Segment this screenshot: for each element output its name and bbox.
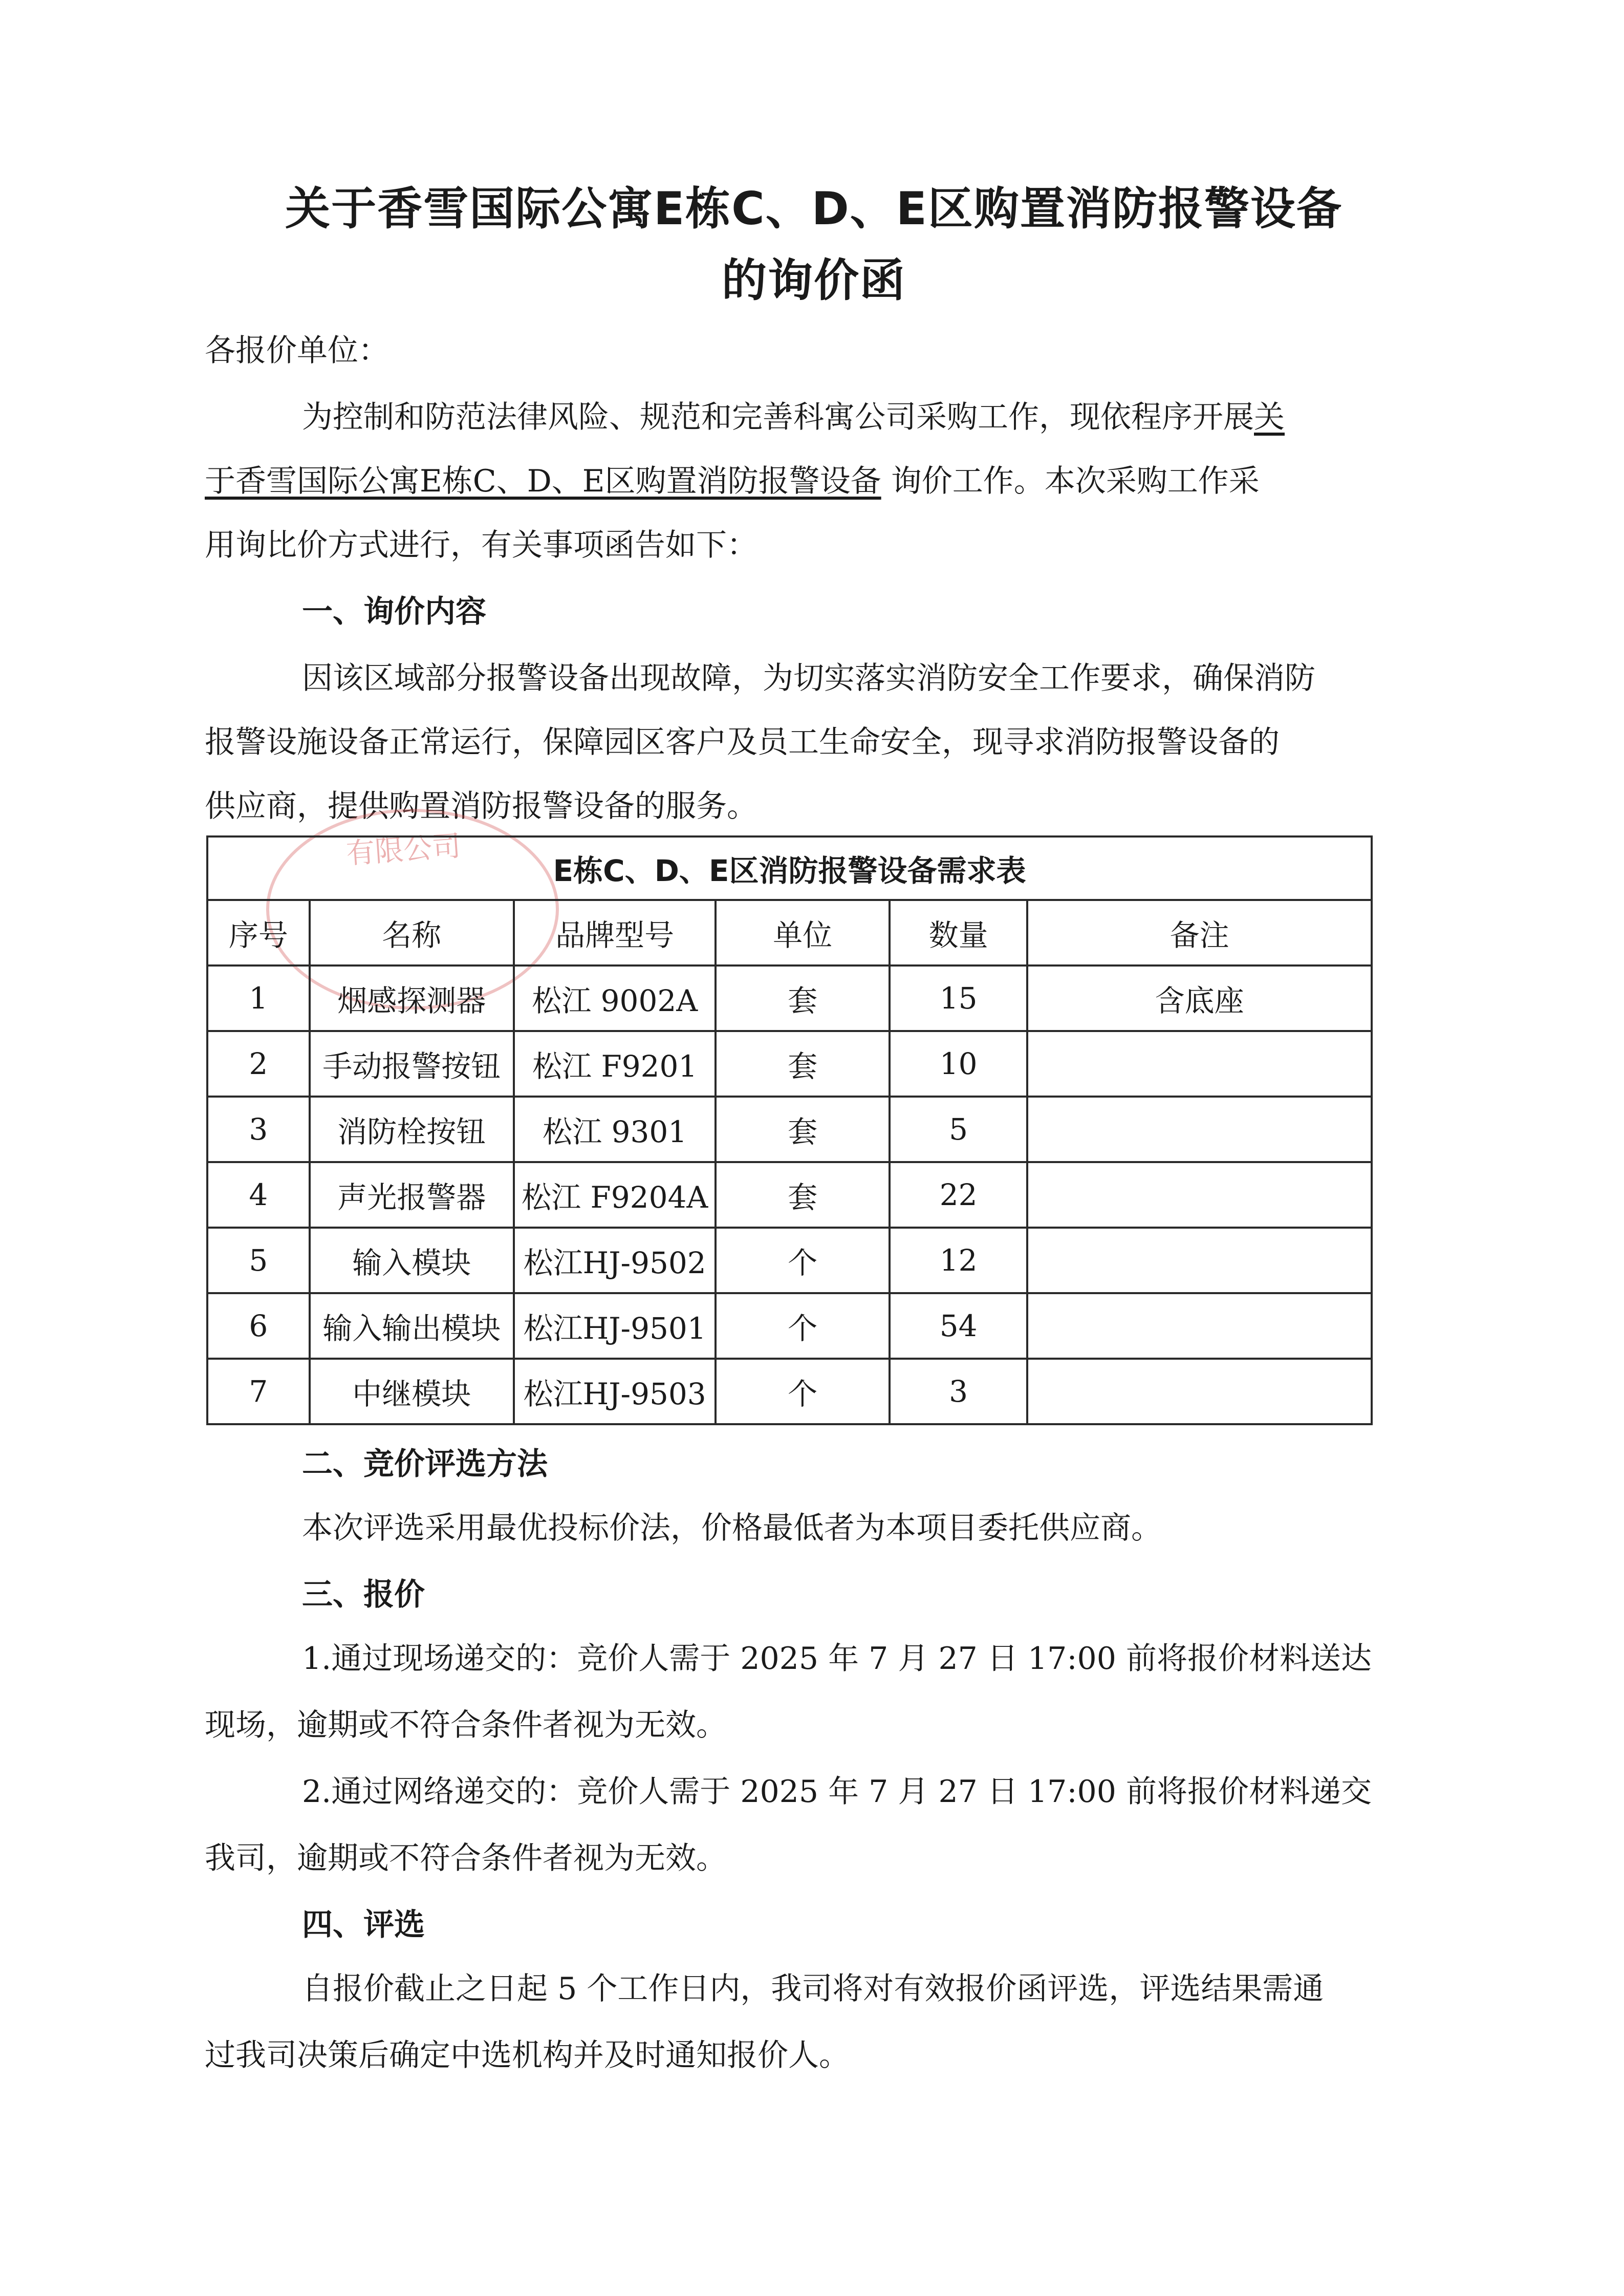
cell-unit: 套 [716, 1031, 889, 1097]
cell-unit: 个 [716, 1228, 889, 1293]
cell-remarks [1027, 1162, 1372, 1228]
cell-model: 松江 9301 [514, 1097, 716, 1162]
cell-remarks [1027, 1031, 1372, 1097]
cell-index: 3 [207, 1097, 310, 1162]
header-unit: 单位 [716, 900, 889, 965]
cell-model: 松江HJ-9502 [514, 1228, 716, 1293]
section3-item1-line-1: 1.通过现场递交的：竞价人需于 2025 年 7 月 27 日 17:00 前将报价材料送达 [302, 1641, 1372, 1677]
cell-quantity: 3 [890, 1359, 1028, 1424]
section4-heading: 四、评选 [302, 1907, 425, 1943]
cell-name: 输入输出模块 [310, 1293, 514, 1359]
cell-index: 5 [207, 1228, 310, 1293]
cell-model: 松江 9002A [514, 965, 716, 1031]
section3-item2-line-2: 我司，逾期或不符合条件者视为无效。 [205, 1840, 727, 1876]
intro-project-link-start: 关 [1254, 399, 1285, 435]
header-model: 品牌型号 [514, 900, 716, 965]
cell-quantity: 10 [890, 1031, 1028, 1097]
table-row [207, 1097, 1372, 1162]
section3-heading: 三、报价 [302, 1577, 425, 1613]
header-index: 序号 [207, 900, 310, 965]
intro-line-2 [205, 461, 1260, 502]
cell-remarks [1027, 1293, 1372, 1359]
table-row [207, 1293, 1372, 1359]
seal-lettering: 有限公司 [345, 829, 462, 871]
cell-model: 松江 F9201 [514, 1031, 716, 1097]
table-row [207, 965, 1372, 1031]
cell-unit: 套 [716, 1162, 889, 1228]
header-remarks: 备注 [1027, 900, 1372, 965]
cell-remarks [1027, 1097, 1372, 1162]
cell-unit: 个 [716, 1359, 889, 1424]
table-row [207, 1162, 1372, 1228]
cell-remarks [1027, 1359, 1372, 1424]
cell-remarks: 含底座 [1027, 965, 1372, 1031]
cell-quantity: 5 [890, 1097, 1028, 1162]
cell-model: 松江HJ-9503 [514, 1359, 716, 1424]
section2-heading: 二、竞价评选方法 [302, 1446, 548, 1482]
cell-name: 消防栓按钮 [310, 1097, 514, 1162]
cell-name: 烟感探测器 [310, 965, 514, 1031]
section1-line-2: 报警设施设备正常运行，保障园区客户及员工生命安全，现寻求消防报警设备的 [205, 724, 1280, 760]
section3-item2-line-1: 2.通过网络递交的：竞价人需于 2025 年 7 月 27 日 17:00 前将报价材料递交 [302, 1774, 1372, 1810]
header-name: 名称 [310, 900, 514, 965]
section2-line-1: 本次评选采用最优投标价法，价格最低者为本项目委托供应商。 [302, 1510, 1162, 1546]
intro-project-name: 于香雪国际公寓E栋C、D、E区购置消防报警设备 [205, 463, 881, 499]
cell-name: 手动报警按钮 [310, 1031, 514, 1097]
intro-line-1 [302, 397, 1285, 438]
section3-item1-line-2: 现场，逾期或不符合条件者视为无效。 [205, 1707, 727, 1743]
intro-line-3: 用询比价方式进行，有关事项函告如下： [205, 527, 757, 563]
table-row [207, 1359, 1372, 1424]
section4-line-2: 过我司决策后确定中选机构并及时通知报价人。 [205, 2037, 850, 2073]
table-row [207, 1228, 1372, 1293]
table-header-row [207, 900, 1372, 965]
cell-unit: 套 [716, 965, 889, 1031]
cell-quantity: 15 [890, 965, 1028, 1031]
table-row [207, 1031, 1372, 1097]
cell-index: 6 [207, 1293, 310, 1359]
intro-line2-suffix: 询价工作。本次采购工作采 [881, 463, 1260, 499]
cell-name: 中继模块 [310, 1359, 514, 1424]
document-title-line1: 关于香雪国际公寓E栋C、D、E区购置消防报警设备 [285, 182, 1342, 235]
header-quantity: 数量 [890, 900, 1028, 965]
cell-unit: 个 [716, 1293, 889, 1359]
cell-quantity: 22 [890, 1162, 1028, 1228]
salutation: 各报价单位： [205, 333, 389, 369]
cell-name: 声光报警器 [310, 1162, 514, 1228]
cell-quantity: 54 [890, 1293, 1028, 1359]
cell-quantity: 12 [890, 1228, 1028, 1293]
cell-name: 输入模块 [310, 1228, 514, 1293]
section1-line-1: 因该区域部分报警设备出现故障，为切实落实消防安全工作要求，确保消防 [302, 660, 1315, 696]
cell-index: 1 [207, 965, 310, 1031]
cell-unit: 套 [716, 1097, 889, 1162]
section4-line-1: 自报价截止之日起 5 个工作日内，我司将对有效报价函评选，评选结果需通 [302, 1971, 1324, 2007]
cell-model: 松江HJ-9501 [514, 1293, 716, 1359]
cell-index: 7 [207, 1359, 310, 1424]
cell-remarks [1027, 1228, 1372, 1293]
cell-index: 2 [207, 1031, 310, 1097]
section1-line-3: 供应商，提供购置消防报警设备的服务。 [205, 788, 757, 824]
document-title-line2: 的询价函 [721, 254, 906, 307]
requirements-table [206, 835, 1373, 1425]
intro-line1-prefix: 为控制和防范法律风险、规范和完善科寓公司采购工作，现依程序开展 [302, 399, 1254, 435]
table-caption: E栋C、D、E区消防报警设备需求表 [207, 836, 1372, 900]
cell-index: 4 [207, 1162, 310, 1228]
cell-model: 松江 F9204A [514, 1162, 716, 1228]
section1-heading: 一、询价内容 [302, 594, 486, 630]
